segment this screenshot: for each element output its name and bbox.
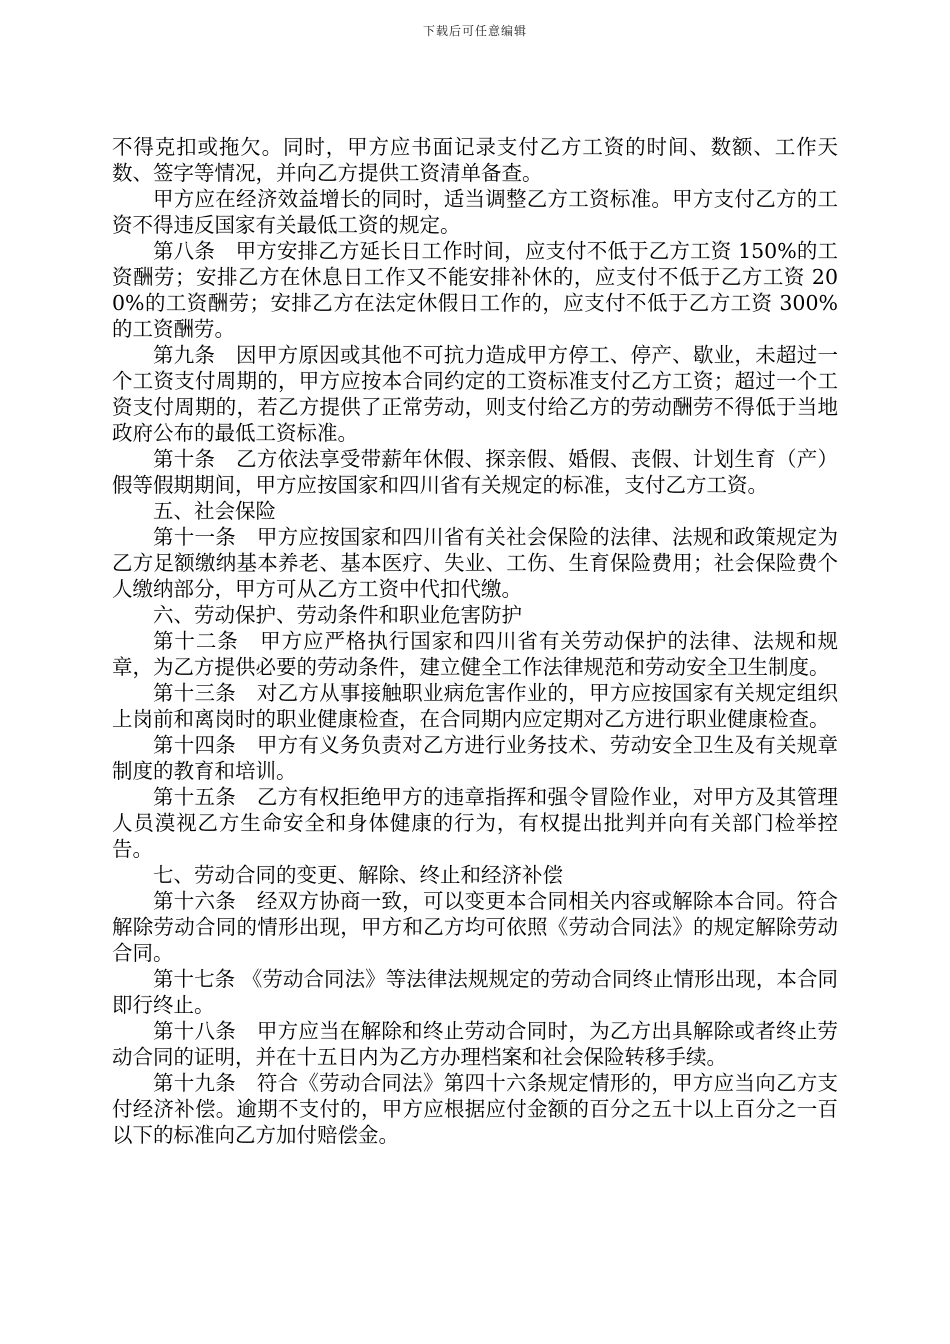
section-heading-6: 六、劳动保护、劳动条件和职业危害防护: [153, 603, 522, 627]
paragraph-2: 甲方应在经济效益增长的同时，适当调整乙方工资标准。甲方支付乙方的工资不得违反国家有关最低工资的规定。: [112, 187, 838, 237]
section-heading-7: 七、劳动合同的变更、解除、终止和经济补偿: [153, 863, 563, 887]
article-12: 第十二条 甲方应严格执行国家和四川省有关劳动保护的法律、法规和规章，为乙方提供必要的劳动条件，建立健全工作法律规范和劳动安全卫生制度。: [112, 629, 838, 679]
article-9: 第九条 因甲方原因或其他不可抗力造成甲方停工、停产、歇业，未超过一个工资支付周期的，甲方应按本合同约定的工资标准支付乙方工资；超过一个工资支付周期的，若乙方提供了正常劳动，则支付给乙方的劳动酬劳不得低于当地政府公布的最低工资标准。: [112, 343, 838, 445]
header-note: 下载后可任意编辑: [422, 24, 527, 38]
article-17: 第十七条 《劳动合同法》等法律法规规定的劳动合同终止情形出现，本合同即行终止。: [112, 967, 838, 1017]
article-16: 第十六条 经双方协商一致，可以变更本合同相关内容或解除本合同。符合解除劳动合同的情形出现，甲方和乙方均可依照《劳动合同法》的规定解除劳动合同。: [112, 889, 838, 965]
section-heading-5: 五、社会保险: [153, 499, 276, 523]
article-13: 第十三条 对乙方从事接触职业病危害作业的，甲方应按国家有关规定组织上岗前和离岗时的职业健康检查，在合同期内应定期对乙方进行职业健康检查。: [112, 681, 838, 731]
article-8: 第八条 甲方安排乙方延长日工作时间，应支付不低于乙方工资 150%的工资酬劳；安排乙方在休息日工作又不能安排补休的，应支付不低于乙方工资 200%的工资酬劳；安排乙方在法定休假日工作的，应支付不低于乙方工资 300%的工资酬劳。: [112, 239, 838, 341]
paragraph-1: 不得克扣或拖欠。同时，甲方应书面记录支付乙方工资的时间、数额、工作天数、签字等情况，并向乙方提供工资清单备查。: [112, 135, 838, 185]
document-body: [112, 134, 838, 1148]
article-15: 第十五条 乙方有权拒绝甲方的违章指挥和强令冒险作业，对甲方及其管理人员漠视乙方生命安全和身体健康的行为，有权提出批判并向有关部门检举控告。: [112, 785, 838, 861]
article-11: 第十一条 甲方应按国家和四川省有关社会保险的法律、法规和政策规定为乙方足额缴纳基本养老、基本医疗、失业、工伤、生育保险费用；社会保险费个人缴纳部分，甲方可从乙方工资中代扣代缴。: [112, 525, 838, 601]
article-14: 第十四条 甲方有义务负责对乙方进行业务技术、劳动安全卫生及有关规章制度的教育和培训。: [112, 733, 838, 783]
article-18: 第十八条 甲方应当在解除和终止劳动合同时，为乙方出具解除或者终止劳动合同的证明，并在十五日内为乙方办理档案和社会保险转移手续。: [112, 1019, 838, 1069]
article-19: 第十九条 符合《劳动合同法》第四十六条规定情形的，甲方应当向乙方支付经济补偿。逾期不支付的，甲方应根据应付金额的百分之五十以上百分之一百以下的标准向乙方加付赔偿金。: [112, 1071, 838, 1147]
article-10: 第十条 乙方依法享受带薪年休假、探亲假、婚假、丧假、计划生育（产）假等假期期间，甲方应按国家和四川省有关规定的标准，支付乙方工资。: [112, 447, 838, 497]
